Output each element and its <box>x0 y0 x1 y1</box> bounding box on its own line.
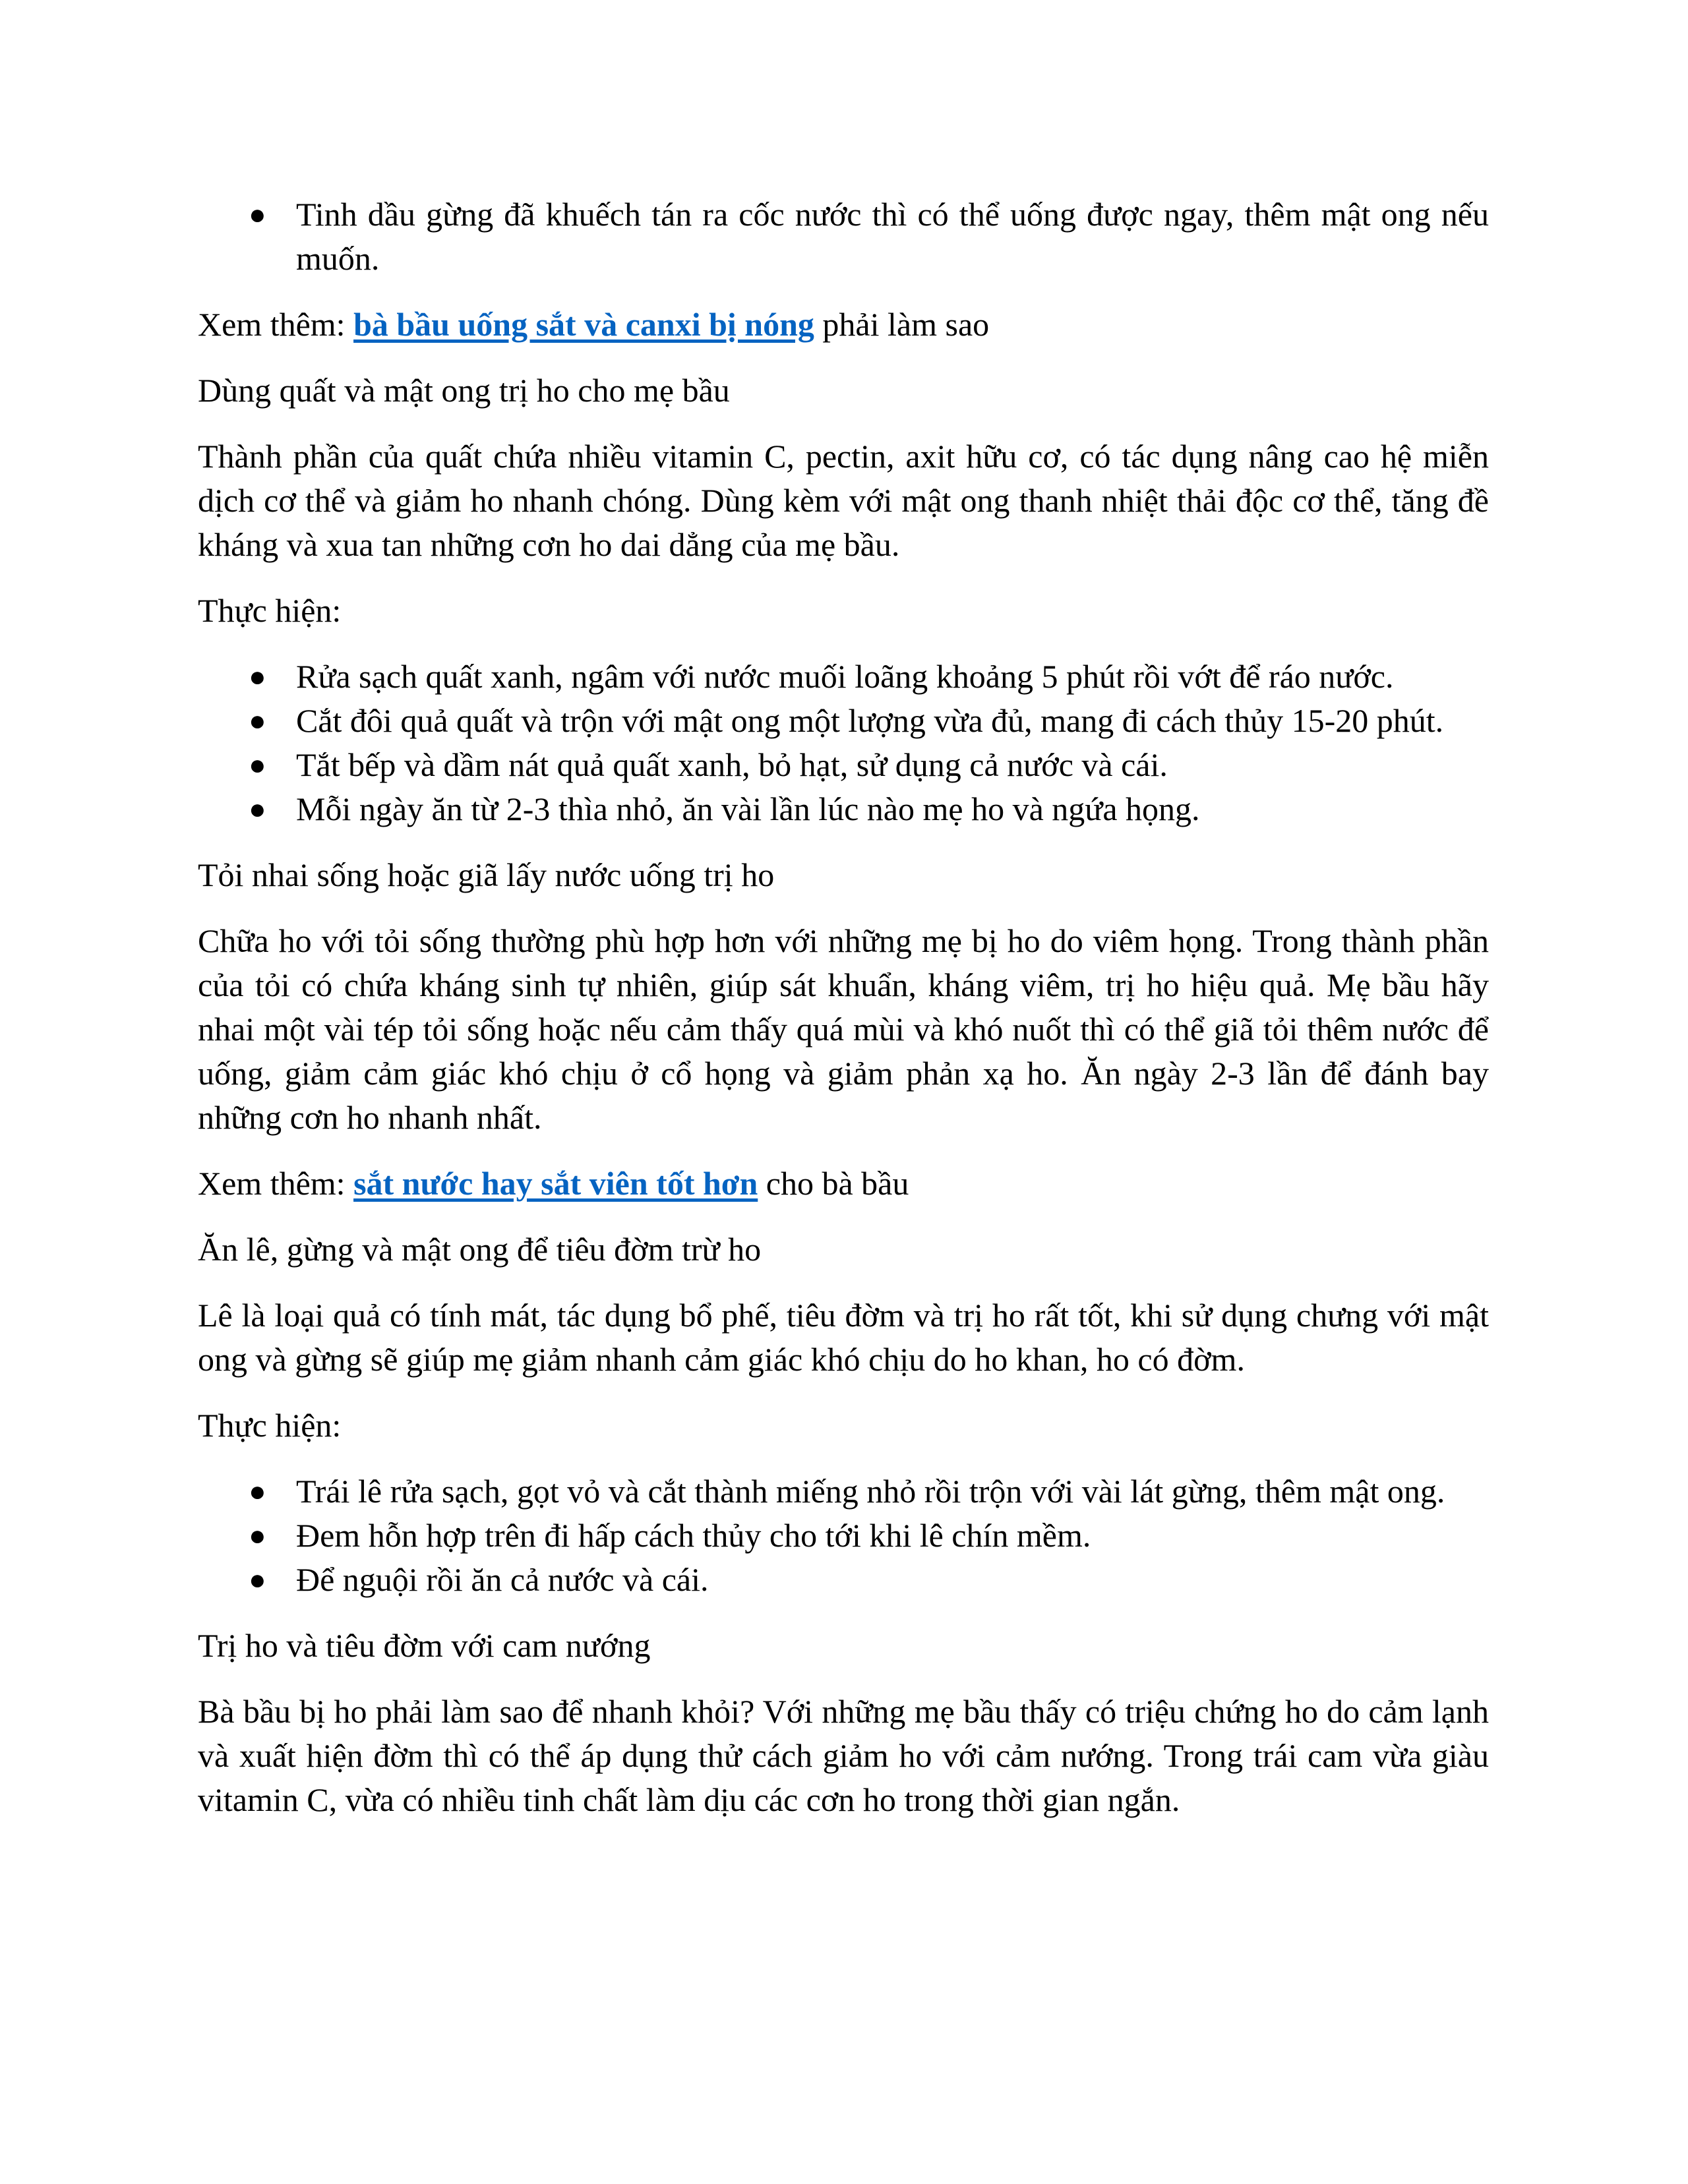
list-item <box>198 192 1489 281</box>
see-also-link[interactable]: bà bầu uống sắt và canxi bị nóng <box>353 306 814 343</box>
bullet-icon: ● <box>249 198 266 231</box>
list-item-text: Cắt đôi quả quất và trộn với mật ong một lượng vừa đủ, mang đi cách thủy 15-20 phút. <box>296 702 1444 739</box>
bullet-icon: ● <box>249 661 266 693</box>
bullet-icon: ● <box>249 1475 266 1508</box>
ginger-steps-list-continued <box>198 192 1489 281</box>
steps-label: Thực hiện: <box>198 1407 342 1444</box>
see-also-prefix: Xem thêm: <box>198 1165 354 1202</box>
section-body: Lê là loại quả có tính mát, tác dụng bổ phế, tiêu đờm và trị ho rất tốt, khi sử dụng chưng với mật ong và gừng sẽ giúp mẹ giảm nhanh cảm giác khó chịu do ho khan, ho có đờm. <box>198 1297 1489 1378</box>
see-also-paragraph <box>198 303 1489 347</box>
list-item-text: Tắt bếp và dầm nát quả quất xanh, bỏ hạt, sử dụng cả nước và cái. <box>296 746 1168 783</box>
list-item-text: Để nguội rồi ăn cả nước và cái. <box>296 1561 709 1598</box>
list-item-text: Tinh dầu gừng đã khuếch tán ra cốc nước thì có thể uống được ngay, thêm mật ong nếu muốn. <box>296 196 1489 277</box>
section-heading: Dùng quất và mật ong trị ho cho mẹ bầu <box>198 372 730 409</box>
list-item <box>198 655 1489 699</box>
list-item <box>198 787 1489 831</box>
document-page <box>198 192 1489 1844</box>
section-body: Thành phần của quất chứa nhiều vitamin C, pectin, axit hữu cơ, có tác dụng nâng cao hệ miễn dịch cơ thể và giảm ho nhanh chóng. Dùng kèm với mật ong thanh nhiệt thải độc cơ thể, tăng đề kháng và xua tan những cơn ho dai dẳng của mẹ bầu. <box>198 438 1489 563</box>
kumquat-steps-list <box>198 655 1489 831</box>
see-also-prefix: Xem thêm: <box>198 306 354 343</box>
section-heading: Tỏi nhai sống hoặc giã lấy nước uống trị ho <box>198 856 775 893</box>
list-item <box>198 1558 1489 1602</box>
section-body: Bà bầu bị ho phải làm sao để nhanh khỏi? Với những mẹ bầu thấy có triệu chứng ho do cảm lạnh và xuất hiện đờm thì có thể áp dụng thử cách giảm ho với cảm nướng. Trong trái cam vừa giàu vitamin C, vừa có nhiều tinh chất làm dịu các cơn ho trong thời gian ngắn. <box>198 1693 1489 1818</box>
bullet-icon: ● <box>249 793 266 825</box>
see-also-suffix: phải làm sao <box>814 306 990 343</box>
list-item-text: Mỗi ngày ăn từ 2-3 thìa nhỏ, ăn vài lần lúc nào mẹ ho và ngứa họng. <box>296 790 1200 827</box>
pear-steps-list <box>198 1469 1489 1602</box>
section-heading: Trị ho và tiêu đờm với cam nướng <box>198 1627 651 1664</box>
list-item <box>198 1514 1489 1558</box>
list-item <box>198 699 1489 743</box>
list-item-text: Trái lê rửa sạch, gọt vỏ và cắt thành miếng nhỏ rồi trộn với vài lát gừng, thêm mật ong. <box>296 1473 1445 1510</box>
bullet-icon: ● <box>249 705 266 737</box>
section-heading: Ăn lê, gừng và mật ong để tiêu đờm trừ ho <box>198 1231 762 1268</box>
list-item-text: Đem hỗn hợp trên đi hấp cách thủy cho tới khi lê chín mềm. <box>296 1517 1091 1554</box>
steps-label: Thực hiện: <box>198 592 342 629</box>
see-also-suffix: cho bà bầu <box>758 1165 909 1202</box>
see-also-paragraph <box>198 1162 1489 1206</box>
see-also-link[interactable]: sắt nước hay sắt viên tốt hơn <box>353 1165 758 1202</box>
list-item <box>198 743 1489 787</box>
section-body: Chữa ho với tỏi sống thường phù hợp hơn với những mẹ bị ho do viêm họng. Trong thành phần của tỏi có chứa kháng sinh tự nhiên, giúp sát khuẩn, kháng viêm, trị ho hiệu quả. Mẹ bầu hãy nhai một vài tép tỏi sống hoặc nếu cảm thấy quá mùi và khó nuốt thì có thể giã tỏi thêm nước để uống, giảm cảm giác khó chịu ở cổ họng và giảm phản xạ ho. Ăn ngày 2-3 lần để đánh bay những cơn ho nhanh nhất. <box>198 922 1489 1136</box>
list-item <box>198 1469 1489 1514</box>
list-item-text: Rửa sạch quất xanh, ngâm với nước muối loãng khoảng 5 phút rồi vớt để ráo nước. <box>296 658 1394 695</box>
bullet-icon: ● <box>249 749 266 781</box>
bullet-icon: ● <box>249 1564 266 1596</box>
bullet-icon: ● <box>249 1520 266 1552</box>
